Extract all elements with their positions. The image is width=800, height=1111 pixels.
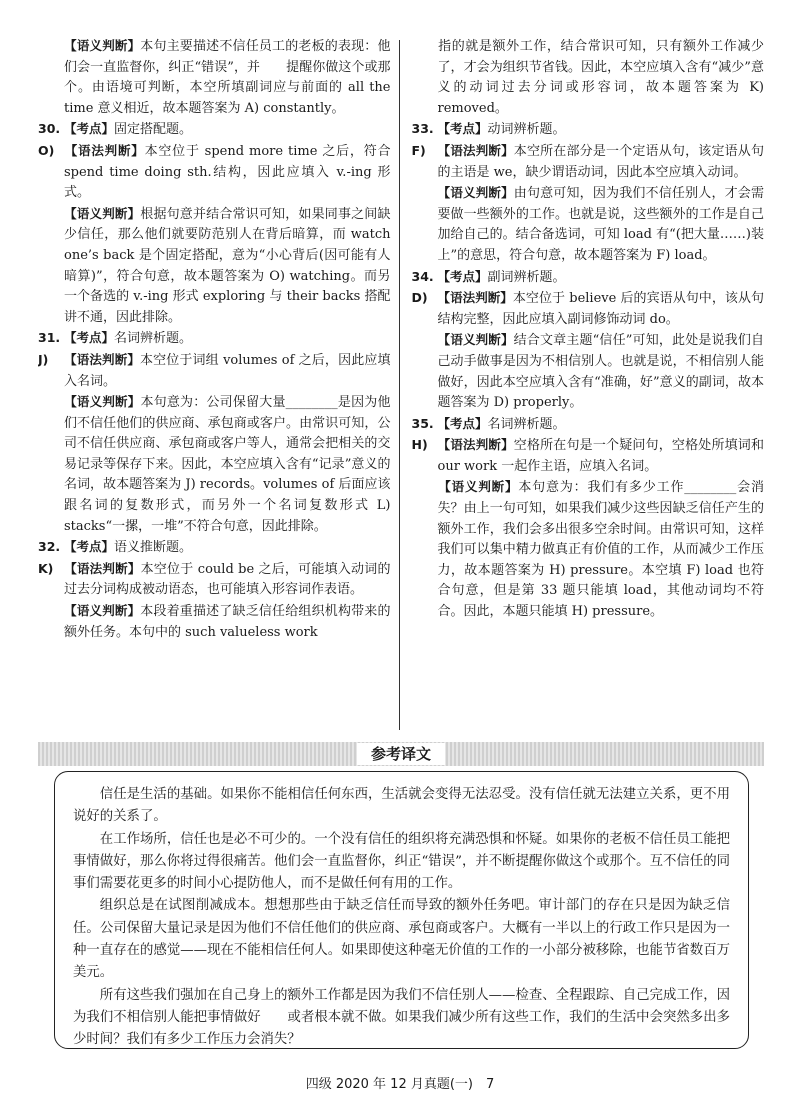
right-entry-5	[412, 288, 765, 330]
entry-text: 名词辨析题。	[487, 416, 566, 432]
entry-tag: 【考点】	[64, 121, 115, 137]
right-entry-4	[412, 267, 765, 289]
translation-box	[54, 771, 749, 1049]
entry-tag: 【语法判断】	[64, 351, 140, 367]
left-entry-4	[38, 328, 391, 350]
entry-text: 空格所在句是一个疑问句，空格处所填词和 our work 一起作主语，应填入名词。	[437, 438, 764, 474]
section-header-bar	[38, 742, 764, 766]
entry-text: 本空位于 spend more time 之后，符合 spend time doing sth.结构，因此应填入 v.-ing 形式。	[64, 143, 391, 201]
entry-tag: 【考点】	[437, 415, 488, 431]
section-title: 参考译文	[357, 743, 445, 765]
entry-tag: 【语义判断】	[437, 185, 514, 201]
right-entry-9	[412, 477, 765, 622]
translation-paragraph: 组织总是在试图削减成本。想想那些由于缺乏信任而导致的额外任务吧。审计部门的存在只是因为缺乏信任。公司保留大量记录是因为他们不信任他们的供应商、承包商或客户。大概有一半以上的行政工作只是因为一种一直存在的感觉——现在不能相信任何人。如果即使这种毫无价值的工作的一小部分被移除，也能节省数百万美元。	[73, 898, 730, 981]
entry-tag: 【考点】	[64, 330, 115, 346]
entry-tag: 【语义判断】	[64, 38, 141, 53]
entry-text: 本空所在部分是一个定语从句，该定语从句的主语是 we，缺少谓语动词，因此本空应填入动词。	[437, 143, 764, 180]
left-entry-9	[38, 601, 391, 643]
entry-tag: 【语法判断】	[64, 142, 145, 158]
entry-marker: J)	[38, 351, 49, 367]
entry-marker: 34.	[411, 268, 434, 284]
entry-text: 动词辨析题。	[487, 122, 566, 138]
explanation-columns	[38, 36, 764, 736]
entry-text: 根据句意并结合常识可知，如果同事之间缺少信任，那么他们就要防范别人在背后暗算，而 watch one’s back 是个固定搭配，意为“小心背后(因可能有人暗算)”，符合句意，故本题答案为 O) watching。而另一个备选的 v.-ing 形式 exploring 与 their backs 搭配讲不通，因此排除。	[64, 206, 391, 325]
entry-tag: 【考点】	[437, 268, 488, 284]
entry-tag: 【语义判断】	[437, 479, 519, 495]
left-entry-7	[38, 537, 391, 559]
entry-text: 固定搭配题。	[114, 122, 193, 138]
entry-marker: 31.	[38, 330, 61, 346]
entry-text: 本段着重描述了缺乏信任给组织机构带来的额外任务。本句中的 such valueless work	[64, 604, 391, 640]
page-footer: 四级 2020 年 12 月真题(一) 7	[305, 1077, 495, 1092]
entry-text: 名词辨析题。	[114, 331, 193, 347]
entry-text: 本空位于词组 volumes of 之后，因此应填入名词。	[64, 352, 391, 389]
entry-tag: 【语义判断】	[64, 394, 141, 410]
entry-tag: 【语法判断】	[437, 437, 514, 453]
right-column	[400, 36, 765, 736]
right-entry-6	[412, 330, 765, 413]
left-column	[38, 36, 399, 736]
entry-tag: 【语义判断】	[64, 205, 141, 221]
entry-marker: 33.	[411, 121, 434, 137]
right-entry-2	[412, 141, 765, 183]
entry-marker: 35.	[411, 415, 434, 431]
entry-marker: D)	[411, 290, 428, 306]
entry-text: 结合文章主题“信任”可知，此处是说我们自己动手做事是因为不相信别人。也就是说，不相信别人能做好，因此本空应填入含有“准确，好”意义的副词，故本题答案为 D) properly。	[437, 333, 764, 411]
right-entry-3	[412, 183, 765, 266]
entry-tag: 【考点】	[64, 539, 115, 555]
entry-text: 本空位于 believe 后的宾语从句中，该从句结构完整，因此应填入副词修饰动词 do。	[437, 291, 764, 327]
right-entry-1	[412, 119, 765, 141]
left-entry-6	[38, 392, 391, 537]
entry-text: 本句主要描述不信任员工的老板的表现：他们会一直监督你，纠正“错误”，并 提醒你做这个或那个。由语境可判断，本空所填副词应与前面的 all the time 意义相近，故本题答案为 A) constantly。	[64, 39, 391, 116]
right-entry-8	[412, 435, 765, 477]
entry-text: 本句意为：公司保留大量________是因为他们不信任他们的供应商、承包商或客户。由常识可知，公司不信任供应商、承包商或客户等人，通常会把相关的交易记录等保存下来。因此，本空应填入含有“记录”意义的名词，故本题答案为 J) records。volumes of 后面应该跟名词的复数形式，而另外一个名词复数形式 L) stacks“一摞，一堆”不符合句意，因此排除。	[64, 395, 391, 534]
translation-paragraph: 在工作场所，信任也是必不可少的。一个没有信任的组织将充满恐惧和怀疑。如果你的老板不信任员工能把事情做好，那么你将过得很痛苦。他们会一直监督你，纠正“错误”，并不断提醒你做这个或那个。互不信任的同事们需要花更多的时间小心提防他人，而不是做任何有用的工作。	[73, 831, 730, 892]
entry-marker: 30.	[38, 121, 61, 137]
entry-tag: 【语义判断】	[64, 603, 141, 619]
entry-tag: 【语义判断】	[437, 332, 514, 348]
left-entry-1	[38, 119, 391, 141]
entry-tag: 【语法判断】	[64, 560, 141, 576]
right-entry-0	[412, 36, 765, 119]
right-entry-7	[412, 414, 765, 436]
entry-text: 本句意为：我们有多少工作________会消失？由上一句可知，如果我们减少这些因缺乏信任产生的额外工作，我们会多出很多空余时间。由常识可知，这样我们可以集中精力做真正有价值的工作，从而减少工作压力，故本题答案为 H) pressure。本空填 F) load 也符合句意，但是第 33 题只能填 load，其他动词均不符合。因此，本题只能填 H) pressure。	[437, 480, 764, 620]
entry-marker: K)	[38, 560, 54, 576]
translation-paragraph: 信任是生活的基础。如果你不能相信任何东西，生活就会变得无法忍受。没有信任就无法建立关系，更不用说好的关系了。	[73, 787, 730, 825]
entry-marker: O)	[38, 142, 55, 158]
left-entry-2	[38, 141, 391, 204]
left-entry-5	[38, 350, 391, 392]
entry-text: 指的就是额外工作，结合常识可知，只有额外工作减少了，才会为组织节省钱。因此，本空应填入含有“减少”意义的动词过去分词或形容词，故本题答案为 K) removed。	[437, 39, 764, 116]
entry-text: 语义推断题。	[114, 540, 193, 556]
left-entry-8	[38, 559, 391, 601]
entry-text: 副词辨析题。	[487, 269, 566, 285]
left-entry-0	[38, 36, 391, 119]
translation-paragraph: 所有这些我们强加在自己身上的额外工作都是因为我们不信任别人——检查、全程跟踪、自己完成工作，因为我们不相信别人能把事情做好 或者根本就不做。如果我们减少所有这些工作，我们的生活中会突然多出多少时间？我们有多少工作压力会消失？	[73, 987, 730, 1048]
entry-text: 由句意可知，因为我们不信任别人，才会需要做一些额外的工作。也就是说，这些额外的工作是自己加给自己的。结合备选词，可知 load 有“(把大量……)装上”的意思，符合句意，故本题答案为 F) load。	[437, 186, 764, 263]
entry-tag: 【考点】	[437, 121, 488, 137]
left-entry-3	[38, 204, 391, 329]
entry-tag: 【语法判断】	[437, 290, 513, 306]
entry-marker: 32.	[38, 539, 61, 555]
entry-tag: 【语法判断】	[437, 142, 514, 158]
entry-marker: H)	[411, 437, 428, 453]
entry-text: 本空位于 could be 之后，可能填入动词的过去分词构成被动语态，也可能填入形容词作表语。	[64, 561, 391, 598]
entry-marker: F)	[411, 142, 426, 158]
